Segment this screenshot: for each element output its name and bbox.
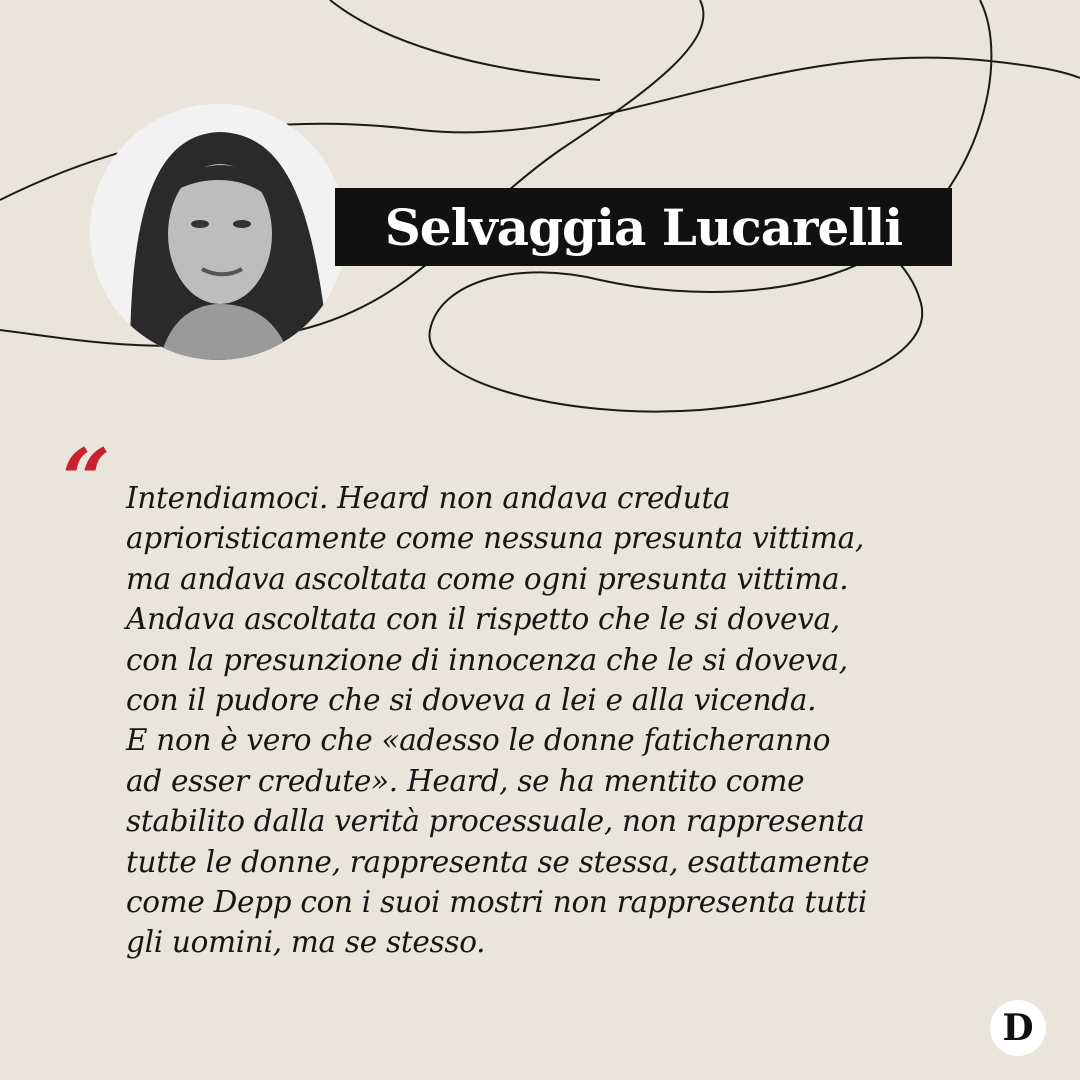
quote-line: E non è vero che «adesso le donne faticheranno [126, 723, 831, 758]
quote-text [126, 478, 1026, 963]
quote-line: tutte le donne, rappresenta se stessa, esattamente [126, 844, 870, 879]
quote-mark-icon: “ [62, 430, 111, 529]
author-name-label [335, 188, 952, 266]
quote-line: stabilito dalla verità processuale, non rappresenta [126, 804, 865, 839]
brand-logo [990, 1000, 1046, 1056]
quote-line: gli uomini, ma se stesso. [126, 925, 486, 960]
quote-line: Intendiamoci. Heard non andava creduta [126, 481, 731, 515]
quote-line: con la presunzione di innocenza che le si doveva, [126, 642, 848, 677]
author-photo [90, 104, 346, 360]
quote-line: con il pudore che si doveva a lei e alla vicenda. [126, 683, 817, 718]
author-name: Selvaggia Lucarelli [384, 197, 903, 257]
quote-line: Andava ascoltata con il rispetto che le si doveva, [126, 602, 840, 637]
quote-line: come Depp con i suoi mostri non rappresenta tutti [126, 885, 868, 920]
quote-line: ad esser credute». Heard, se ha mentito come [126, 763, 805, 798]
quote-line: ma andava ascoltata come ogni presunta vittima. [126, 561, 849, 596]
brand-logo-letter: D [1002, 1007, 1034, 1049]
quote-line: aprioristicamente come nessuna presunta vittima, [126, 521, 864, 556]
portrait-image [90, 104, 346, 360]
